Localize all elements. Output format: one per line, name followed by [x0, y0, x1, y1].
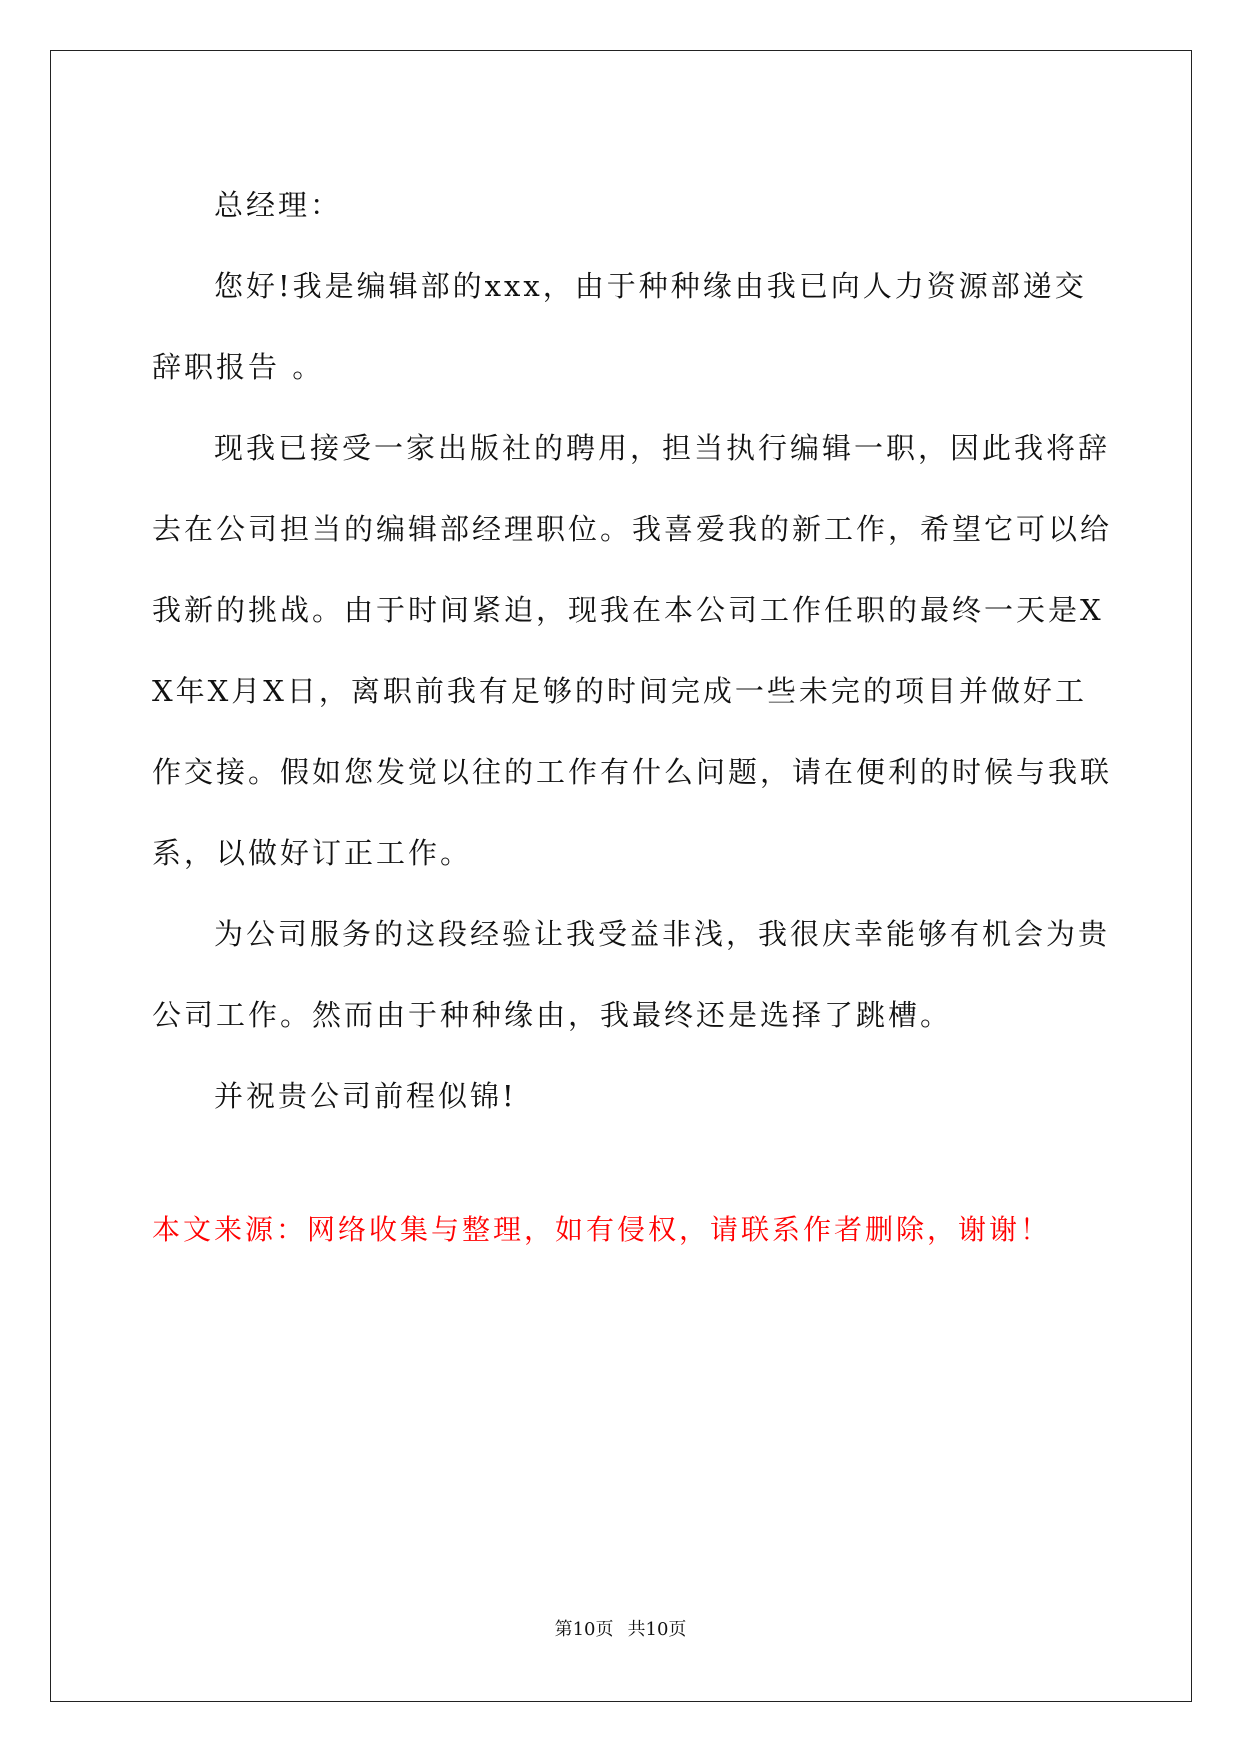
salutation: 总经理：	[214, 188, 343, 222]
paragraph-greeting: 您好!我是编辑部的xxx，由于种种缘由我已向人力资源部递交辞职报告 。	[152, 269, 1087, 384]
total-page-count: 共10页	[627, 1619, 687, 1640]
paragraph-new-job: 现我已接受一家出版社的聘用，担当执行编辑一职，因此我将辞去在公司担当的编辑部经理职位。我喜爱我的新工作，希望它可以给我新的挑战。由于时间紧迫，现我在本公司工作任职的最终一天是XX年X月X日，离职前我有足够的时间完成一些未完的项目并做好工作交接。假如您发觉以往的工作有什么问题，请在便利的时候与我联系，以做好订正工作。	[152, 431, 1113, 870]
source-note: 本文来源：网络收集与整理，如有侵权，请联系作者删除，谢谢！	[152, 1213, 1052, 1246]
page-footer	[0, 1615, 1241, 1641]
document-body	[152, 165, 1114, 1137]
paragraph-gratitude: 为公司服务的这段经验让我受益非浅，我很庆幸能够有机会为贵公司工作。然而由于种种缘由，我最终还是选择了跳槽。	[152, 917, 1111, 1032]
current-page-number: 第10页	[554, 1619, 614, 1640]
paragraph-wishes: 并祝贵公司前程似锦!	[214, 1079, 517, 1113]
